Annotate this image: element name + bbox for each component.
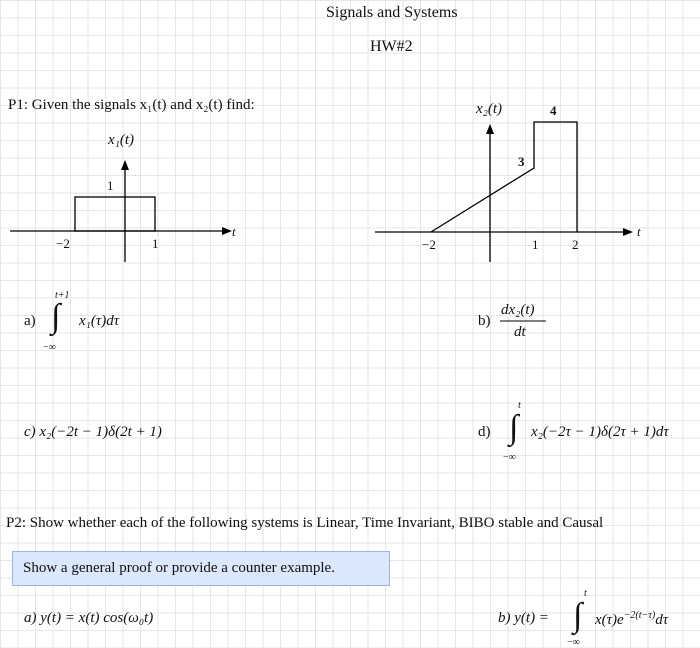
x2-label-4: 4 — [550, 103, 557, 118]
p1a-integrand: x₁(τ)dτ — [79, 313, 120, 329]
p2b-upper-limit: t — [584, 588, 587, 599]
p1d-integral-sign: ∫ — [509, 409, 519, 446]
p2b-lower-limit: −∞ — [567, 637, 580, 648]
x2-xlabel: t — [637, 224, 641, 239]
x2-tick-neg2: −2 — [422, 237, 436, 252]
x1-ylabel: x₁(t) — [108, 132, 135, 148]
p1d-upper-limit: t — [518, 400, 521, 411]
p2b-integral-sign: ∫ — [573, 597, 583, 634]
document-subtitle: HW#2 — [370, 38, 413, 55]
p1a-lower-limit: −∞ — [43, 342, 56, 353]
p1b-denominator: dt — [514, 324, 526, 340]
p1a-upper-limit: t+1 — [55, 290, 70, 301]
p2-note-box — [12, 551, 390, 586]
x1-xlabel: t — [232, 224, 236, 239]
x2-tick-2: 2 — [572, 237, 579, 252]
x2-label-3: 3 — [518, 154, 525, 169]
p1c-expression: c) x₂(−2t − 1)δ(2t + 1) — [24, 424, 162, 440]
document-title: Signals and Systems — [326, 4, 458, 21]
x2-ylabel: x₂(t) — [476, 101, 503, 117]
p2-note-text: Show a general proof or provide a counter example. — [23, 560, 335, 576]
p2b-integrand: $x(\tau)e^{-2(t-\tau)}d\tau$ — [595, 610, 669, 628]
p1-prompt: P1: Given the signals x₁(t) and x₂(t) find: — [8, 97, 255, 113]
x1-tick-neg2: −2 — [56, 236, 70, 251]
p1b-label: b) — [478, 313, 491, 329]
p1b-numerator: dx₂(t) — [501, 302, 535, 318]
p2b-exponent: −2(t−τ) — [623, 610, 656, 621]
p1d-integrand: x₂(−2τ − 1)δ(2τ + 1)dτ — [531, 424, 669, 440]
p1d-lower-limit: −∞ — [503, 452, 516, 463]
x1-tick-1: 1 — [152, 236, 159, 251]
p2-prompt: P2: Show whether each of the following systems is Linear, Time Invariant, BIBO stable and Causal — [6, 515, 604, 531]
p2b-label: b) y(t) = — [498, 610, 549, 626]
p1a-integral-sign: ∫ — [51, 298, 61, 335]
x2-tick-1: 1 — [532, 237, 539, 252]
p2a-expression: a) y(t) = x(t) cos(ω₀t) — [24, 610, 154, 626]
x1-height-label: 1 — [107, 178, 114, 193]
p1a-label: a) — [24, 313, 36, 329]
p1d-label: d) — [478, 424, 491, 440]
